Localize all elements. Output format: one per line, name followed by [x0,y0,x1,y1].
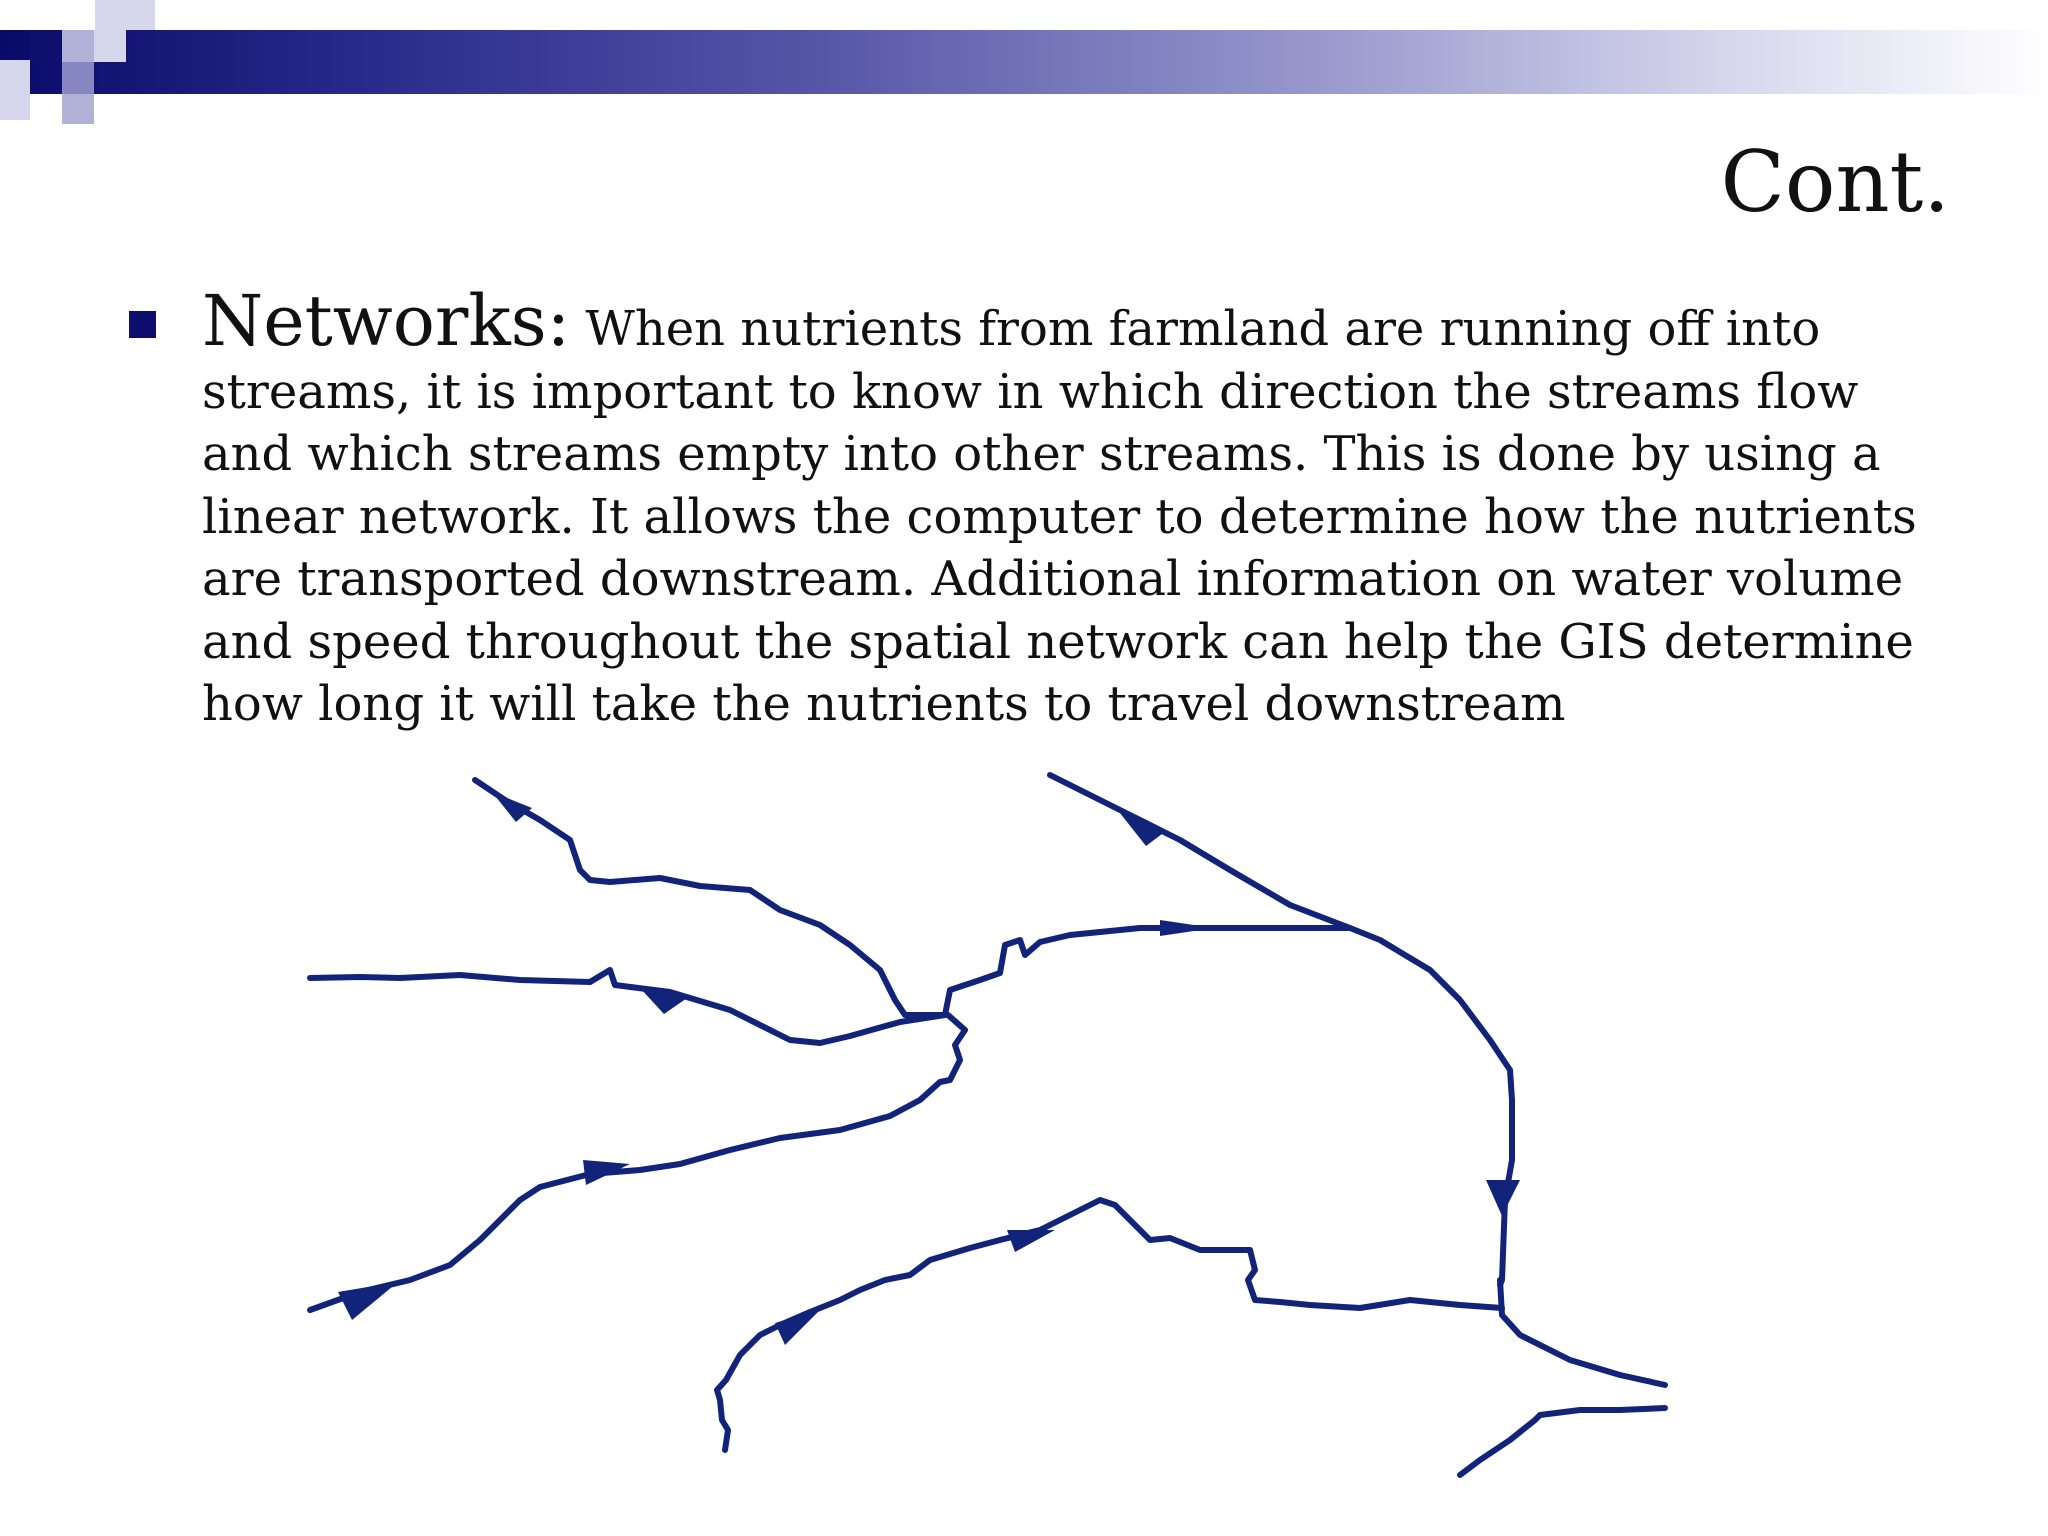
header-square-decoration [62,94,94,124]
flow-arrow-icon [1007,1230,1055,1252]
header-square-decoration [62,62,94,94]
flow-arrow-icon [338,1282,398,1320]
header-square-decoration [30,30,62,62]
bullet-term: Networks: [202,280,571,362]
flow-arrow-icon [492,792,532,822]
stream-line [945,928,1350,1015]
stream-lines [310,775,1665,1475]
header-gradient-band [0,30,2048,94]
stream-line [717,1200,1502,1450]
slide-title: Cont. [1720,133,1950,231]
stream-line [310,970,945,1043]
stream-line [1460,1408,1665,1475]
flow-arrow-icon [1160,920,1214,936]
flow-arrow-icon [1486,1180,1520,1216]
header-square-decoration [62,30,94,62]
header-square-decoration [95,0,155,30]
bullet-paragraph [202,280,1942,736]
bullet-square-icon [129,311,156,338]
stream-network-diagram [280,760,1700,1480]
stream-line [1500,1280,1665,1385]
bullet-body-text: When nutrients from farmland are running off into streams, it is important to know in which direction the streams flow and which streams empty into other streams. This is done by using a linear network. It allows the computer to determine how the nutrients are transported downstream. Additional information on water volume and speed throughout the spatial network can help the GIS determine how long it will take the nutrients to travel downstream [202,301,1917,732]
stream-line [310,1015,965,1310]
header-square-decoration [94,30,126,62]
header-square-decoration [0,60,30,120]
